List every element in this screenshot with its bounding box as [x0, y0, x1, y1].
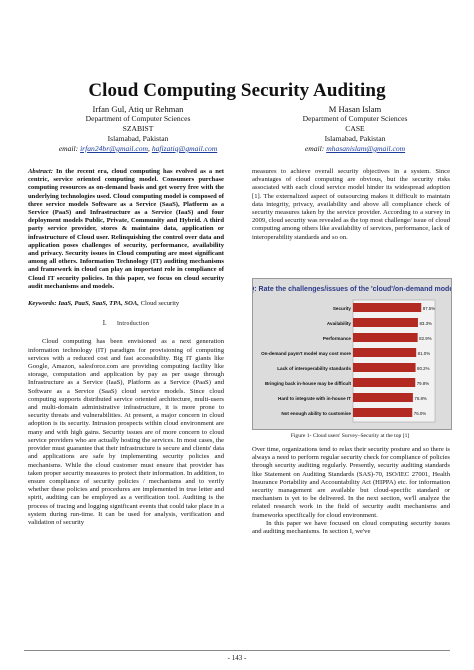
value-label: 81.0% — [417, 351, 431, 356]
page-number: - 143 - — [227, 654, 247, 662]
bar — [353, 303, 421, 312]
value-label: 87.5% — [422, 306, 436, 311]
right-column-bottom — [252, 446, 450, 536]
author-block-1 — [38, 104, 238, 154]
keywords — [28, 300, 224, 308]
survey-figure — [252, 278, 452, 430]
author-city: Islamabad, Pakistan — [324, 134, 386, 143]
bar — [353, 393, 413, 402]
value-label: 79.8% — [416, 381, 430, 386]
author-name: M Hasan Islam — [328, 104, 382, 114]
category-label: Hard to integrate with in-house IT — [278, 396, 351, 401]
bar — [353, 333, 418, 342]
section-heading — [28, 320, 224, 328]
section-numeral: I. — [102, 320, 107, 328]
author-dept: Department of Computer Sciences — [302, 114, 408, 123]
author-city: Islamabad, Pakistan — [107, 134, 169, 143]
abstract — [28, 168, 224, 291]
bar — [353, 363, 416, 372]
survey-bar-chart — [253, 279, 451, 429]
figure-caption: Figure 1- Cloud users' Survey–Security at the top [1] — [290, 433, 410, 439]
email-link[interactable]: mhasanislam@gmail.com — [326, 144, 406, 153]
category-label: Bringing back in-house may be difficult — [264, 381, 351, 386]
right-column-top — [252, 168, 450, 242]
bar — [353, 348, 416, 357]
introduction-text: Cloud computing has been envisioned as a next generation information technology (IT) paradigm for provisioning of computing services with a reduced cost and fast accessibility. Big IT giants like Google, Amazon, salesforce.com are providing computing facility like storage, computation and application by pay as per usage through Infrastructure as a Service (IaaS), Platform as a Service (PaaS) and Software as a Service (SaaS) cloud service models. Since cloud computing supports distributed service oriented architecture, multi-users and multi-domain administrative infrastructure, it is more prone to security threats and vulnerabilities. At present, a major concern in cloud adoption is its security. Intrusion prospects within cloud environment are many and with high gains. Security issues are of more concern to cloud service providers who are actually hosting the services. In most cases, the provider must guarantee that their infrastructure is secure and clients' data and applications are safe by implementing security policies and mechanisms. While the cloud customer must ensure that provider has taken proper security measures to protect their information. In addition, to ensure compliance of security policies / mechanisms and to verify whether these policies and procedures are implemented in true letter and spirit, auditing can be employed as a verification tool. Auditing is the process of tracing and logging significant events that could take place in a system during run-time. It can be used for analysis, verification and validation of security — [28, 338, 224, 526]
author-org: CASE — [345, 124, 365, 133]
email-label: email: — [58, 144, 79, 153]
left-column — [28, 168, 224, 527]
value-label: 80.2% — [417, 366, 430, 371]
category-label: Not enough ability to customise — [281, 411, 351, 416]
author-dept: Department of Computer Sciences — [85, 114, 191, 123]
email-link[interactable]: hafizatiq@gmail.com — [151, 144, 218, 153]
category-label: Security — [332, 306, 351, 311]
email-link[interactable]: irfan24br@gmail.com — [80, 144, 149, 153]
author-email-line: email: irfan24br@gmail.com, hafizatiq@gmail.com — [58, 144, 218, 153]
body-paragraph: In this paper we have focused on cloud computing security issues and auditing mechanisms. In section I, we've — [252, 519, 450, 536]
category-label: Lack of interoperability standards — [277, 366, 351, 371]
bar — [353, 378, 415, 387]
bar — [353, 318, 418, 327]
bar — [353, 408, 412, 417]
category-label: Performance — [322, 336, 351, 341]
keywords-terms: IaaS, PaaS, SaaS, TPA, SOA, — [58, 300, 139, 308]
body-paragraph: measures to achieve overall security objectives in a system. Since advantages of cloud computing are obvious, but the security risks associated with each cloud service model hinder its widespread adoption [1]. The externalized aspect of outsourcing makes it difficult to maintain data integrity, privacy, availability and above all compliance check of security measures taken by the service provider. According to a survey in 2009, cloud security was revealed as the top most challenge/ issue of cloud computing among others like availability of services, performance, lack of interoperability standards and so on. — [252, 168, 450, 241]
paper-title: Cloud Computing Security Auditing — [88, 80, 386, 101]
abstract-label: Abstract: — [28, 168, 53, 175]
email-label: email: — [304, 144, 325, 153]
body-paragraph: Over time, organizations tend to relax their security posture and so there is always a need to perform regular security check for compliance of policies through security auditing regularly. Presently, security auditing standards like Statement on Auditing Standards (SAS)-70, ISO/IEC 27001, Health Insurance Portability and Accountability Act (HIPPA) etc. for information security management are available but cloud-specific standard or mechanism is yet to be delivered. In the next section, we'll analyze the related research work in the field of security audit mechanisms and frameworks specifically for cloud environment. — [252, 446, 450, 519]
author-email-line — [255, 144, 455, 154]
value-label: 76.0% — [413, 411, 427, 416]
value-label: 83.3% — [419, 321, 432, 326]
category-label: Availability — [326, 321, 351, 326]
value-label: 82.9% — [419, 336, 432, 341]
keywords-rest: Cloud security — [140, 300, 180, 308]
author-org: SZABIST — [122, 124, 154, 133]
author-block-2 — [255, 104, 455, 154]
category-label: On-demand paym't model may cost more — [261, 351, 351, 356]
value-label: 76.8% — [414, 396, 427, 401]
author-name: Irfan Gul, Atiq ur Rehman — [92, 104, 184, 114]
footer-rule — [24, 650, 450, 651]
keywords-label: Keywords: — [28, 300, 57, 308]
chart-title: Q: Rate the challenges/issues of the 'cloud'/on-demand model — [253, 286, 451, 293]
abstract-text: In the recent era, cloud computing has evolved as a net centric, service oriented computing model. Consumers purchase computing resources as on-demand basis and get worry free with the underlying technologies used. Cloud computing model is composed of three service models Software as a Service (SaaS), Platform as a Service (PaaS) and Infrastructure as a Service (IaaS) and four deployment models Public, Private, Community and Hybrid. A third party service provider, stores & maintains data, application or infrastructure of Cloud user. Relinquishing the control over data and application poses challenges of security, performance, availability and privacy. Security issues in Cloud computing are most significant among all others. Information Technology (IT) auditing mechanisms and framework in cloud can play an important role in compliance of Cloud IT security policies. In this paper, we focus on cloud security audit mechanisms and models. — [28, 168, 224, 290]
section-title: Introduction — [116, 321, 150, 328]
